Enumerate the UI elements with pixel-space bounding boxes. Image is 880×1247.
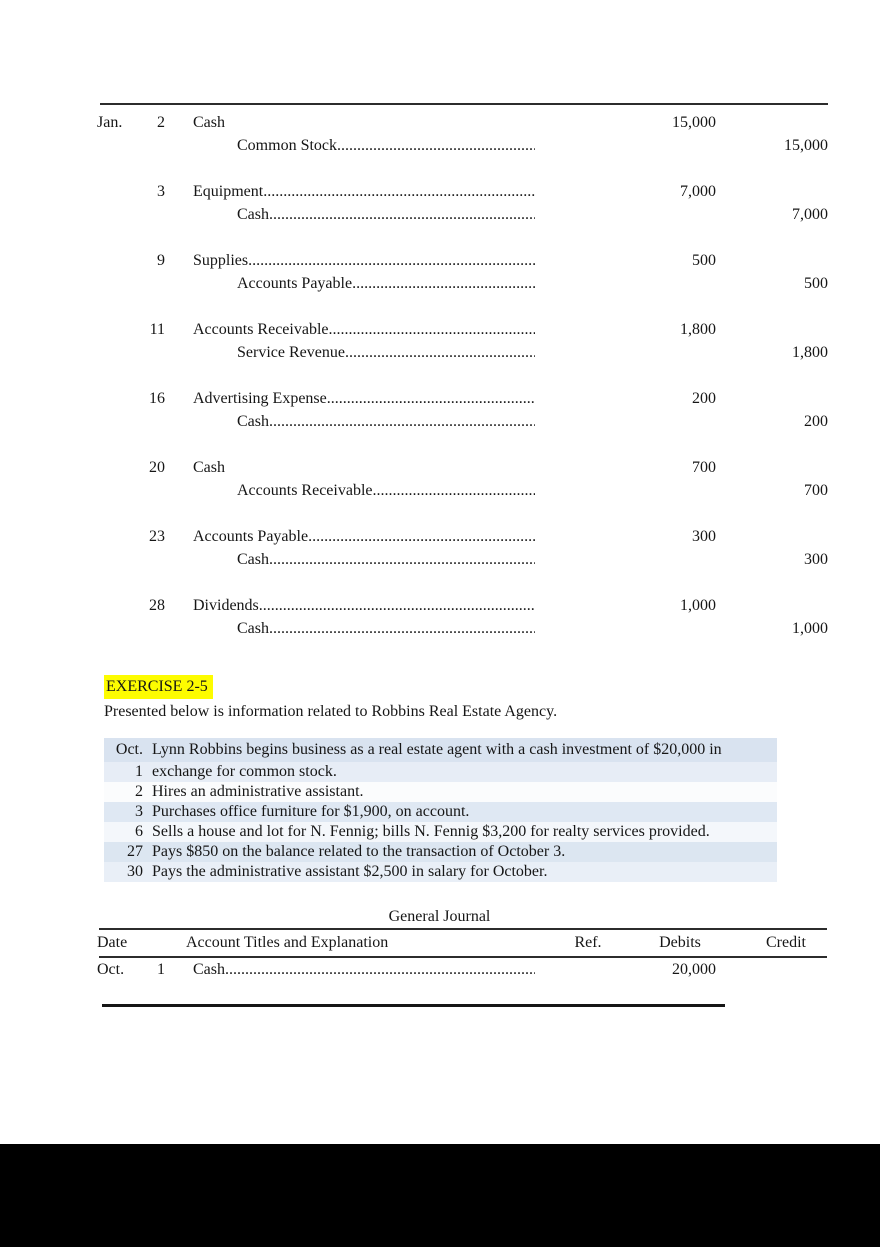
spacer xyxy=(165,387,193,410)
entry-debit-amount: 1,000 xyxy=(680,597,716,614)
journal-line xyxy=(97,617,828,640)
spacer xyxy=(165,111,193,134)
entry-day xyxy=(147,617,165,640)
account-name: Cash xyxy=(237,620,269,637)
transaction-text: Hires an administrative assistant. xyxy=(152,783,364,800)
account-name: Supplies xyxy=(193,252,249,269)
account-name: Equipment xyxy=(193,183,264,200)
entry-account-title xyxy=(193,410,535,433)
journal-entry xyxy=(97,318,828,364)
entry-month: Oct. xyxy=(97,961,125,978)
spacer xyxy=(143,762,152,782)
journal-line xyxy=(97,318,828,341)
entry-account-title xyxy=(193,548,535,571)
entry-credit-amount xyxy=(716,318,828,341)
entry-day xyxy=(147,341,165,364)
entry-debit-amount xyxy=(535,272,716,295)
transaction-day: 1 xyxy=(135,763,143,780)
entry-debit-amount: 700 xyxy=(692,459,716,476)
journal-line xyxy=(97,272,828,295)
transaction-row xyxy=(104,842,777,862)
entry-month xyxy=(97,180,147,203)
transaction-row xyxy=(104,738,777,762)
entry-account-title xyxy=(193,203,535,226)
dot-leader xyxy=(269,410,535,433)
entry-account-title xyxy=(193,272,535,295)
transaction-day: 6 xyxy=(135,823,143,840)
transaction-row xyxy=(104,862,777,882)
entry-month xyxy=(97,387,147,410)
transaction-text: exchange for common stock. xyxy=(152,763,337,780)
entry-day: 9 xyxy=(157,252,165,269)
transaction-row xyxy=(104,822,777,842)
journal-line xyxy=(97,341,828,364)
entry-month xyxy=(97,318,147,341)
journal-line xyxy=(97,203,828,226)
account-name: Cash xyxy=(237,206,269,223)
transaction-day: Oct. xyxy=(115,741,143,758)
entry-account-title xyxy=(193,594,535,617)
entry-account-title xyxy=(193,318,535,341)
column-header-credit: Credit xyxy=(766,934,806,951)
dot-leader xyxy=(308,525,535,548)
journal-line xyxy=(97,249,828,272)
dot-leader xyxy=(269,548,535,571)
entry-credit-amount: 500 xyxy=(804,275,828,292)
transaction-text: Pays the administrative assistant $2,500 in salary for October. xyxy=(152,863,548,880)
account-name: Accounts Receivable xyxy=(193,321,329,338)
account-name: Cash xyxy=(237,413,269,430)
entry-debit-amount: 300 xyxy=(692,528,716,545)
entry-credit-amount: 7,000 xyxy=(792,206,828,223)
exercise-2-5-section xyxy=(104,675,828,882)
entry-month: Jan. xyxy=(97,114,123,131)
exercise-intro-text: Presented below is information related to Robbins Real Estate Agency. xyxy=(104,703,558,720)
entry-debit-amount: 1,800 xyxy=(680,321,716,338)
entry-month xyxy=(97,341,147,364)
transaction-text: Sells a house and lot for N. Fennig; bills N. Fennig $3,200 for realty services provided. xyxy=(152,823,710,840)
document-page xyxy=(97,103,828,1007)
entry-day xyxy=(147,479,165,502)
entry-day xyxy=(147,134,165,157)
spacer xyxy=(143,842,152,862)
spacer xyxy=(165,203,193,226)
spacer xyxy=(165,548,193,571)
entry-credit-amount xyxy=(716,525,828,548)
account-name: Advertising Expense xyxy=(193,390,327,407)
entry-debit-amount: 7,000 xyxy=(680,183,716,200)
transaction-day: 3 xyxy=(135,803,143,820)
spacer xyxy=(165,134,193,157)
entry-day: 23 xyxy=(149,528,165,545)
account-name: Cash xyxy=(193,459,225,476)
column-header-date: Date xyxy=(97,934,128,951)
dot-leader xyxy=(269,617,535,640)
entry-account-title xyxy=(193,111,535,134)
exercise-title-highlight: EXERCISE 2-5 xyxy=(104,675,213,699)
spacer xyxy=(143,782,152,802)
dot-leader xyxy=(345,341,535,364)
entry-debit-amount xyxy=(535,410,716,433)
account-name: Accounts Payable xyxy=(193,528,309,545)
entry-day: 11 xyxy=(149,321,165,338)
transaction-row xyxy=(104,802,777,822)
spacer xyxy=(165,479,193,502)
entry-day xyxy=(147,548,165,571)
october-transactions-table xyxy=(104,738,777,882)
entry-day: 1 xyxy=(157,961,165,978)
transaction-day: 2 xyxy=(135,783,143,800)
entry-day: 16 xyxy=(149,390,165,407)
spacer xyxy=(143,822,152,842)
journal-entry xyxy=(97,456,828,502)
transaction-row xyxy=(104,762,777,782)
entry-month xyxy=(97,249,147,272)
entry-month xyxy=(97,272,147,295)
opening-journal-entries xyxy=(97,111,828,663)
entry-credit-amount xyxy=(716,249,828,272)
journal-line xyxy=(97,134,828,157)
entry-month xyxy=(97,203,147,226)
entry-day: 2 xyxy=(157,114,165,131)
dot-leader xyxy=(373,479,536,502)
journal-line xyxy=(97,548,828,571)
spacer xyxy=(165,249,193,272)
entry-month xyxy=(97,479,147,502)
journal-line xyxy=(97,456,828,479)
entry-month xyxy=(97,617,147,640)
opening-journal-top-rule xyxy=(100,103,828,105)
spacer xyxy=(165,617,193,640)
transaction-text: Purchases office furniture for $1,900, on account. xyxy=(152,803,470,820)
transaction-text: Lynn Robbins begins business as a real estate agent with a cash investment of $20,000 in xyxy=(152,741,722,758)
account-name: Cash xyxy=(193,961,225,978)
spacer xyxy=(165,525,193,548)
account-name: Common Stock xyxy=(237,137,338,154)
entry-account-title xyxy=(193,387,535,410)
entry-month xyxy=(97,594,147,617)
transaction-row xyxy=(104,782,777,802)
account-name: Cash xyxy=(193,114,225,131)
general-journal-title: General Journal xyxy=(388,908,491,925)
entry-debit-amount xyxy=(535,134,716,157)
entry-debit-amount xyxy=(535,548,716,571)
general-journal-header-row xyxy=(97,930,828,956)
entry-debit-amount: 15,000 xyxy=(672,114,716,131)
entry-account-title xyxy=(193,456,535,479)
account-name: Accounts Receivable xyxy=(237,482,373,499)
dot-leader xyxy=(263,180,535,203)
entry-day: 28 xyxy=(149,597,165,614)
entry-credit-amount: 700 xyxy=(804,482,828,499)
journal-line xyxy=(97,410,828,433)
entry-account-title xyxy=(193,479,535,502)
entry-credit-amount: 1,000 xyxy=(792,620,828,637)
entry-account-title xyxy=(193,134,535,157)
dot-leader xyxy=(225,958,535,981)
spacer xyxy=(165,456,193,479)
entry-day xyxy=(147,272,165,295)
entry-credit-amount xyxy=(716,958,828,981)
entry-credit-amount: 300 xyxy=(804,551,828,568)
entry-day: 20 xyxy=(149,459,165,476)
entry-month xyxy=(97,410,147,433)
entry-credit-amount xyxy=(716,594,828,617)
entry-month xyxy=(97,525,147,548)
journal-line xyxy=(97,479,828,502)
entry-account-title xyxy=(193,249,535,272)
entry-debit-amount: 20,000 xyxy=(672,961,716,978)
transaction-day: 30 xyxy=(127,863,143,880)
entry-day xyxy=(147,410,165,433)
spacer xyxy=(165,341,193,364)
entry-day xyxy=(147,203,165,226)
journal-line xyxy=(97,594,828,617)
entry-debit-amount: 200 xyxy=(692,390,716,407)
general-journal-bottom-rule xyxy=(102,1004,725,1007)
account-name: Dividends xyxy=(193,597,259,614)
entry-debit-amount: 500 xyxy=(692,252,716,269)
account-name: Accounts Payable xyxy=(237,275,353,292)
entry-account-title xyxy=(193,341,535,364)
entry-account-title xyxy=(193,180,535,203)
journal-line xyxy=(97,180,828,203)
journal-entry xyxy=(97,387,828,433)
entry-day: 3 xyxy=(157,183,165,200)
general-journal-entry-row xyxy=(97,958,828,981)
entry-credit-amount xyxy=(716,387,828,410)
entry-debit-amount xyxy=(535,479,716,502)
spacer xyxy=(165,272,193,295)
account-name: Service Revenue xyxy=(237,344,345,361)
entry-account-title xyxy=(193,958,535,981)
entry-credit-amount: 1,800 xyxy=(792,344,828,361)
journal-line xyxy=(97,525,828,548)
entry-credit-amount xyxy=(716,111,828,134)
dot-leader xyxy=(259,594,535,617)
transaction-text: Pays $850 on the balance related to the transaction of October 3. xyxy=(152,843,566,860)
dot-leader xyxy=(269,203,535,226)
entry-month xyxy=(97,548,147,571)
entry-month xyxy=(97,456,147,479)
entry-credit-amount xyxy=(716,456,828,479)
column-header-account: Account Titles and Explanation xyxy=(186,934,389,951)
entry-credit-amount xyxy=(716,180,828,203)
journal-entry xyxy=(97,525,828,571)
dot-leader xyxy=(248,249,535,272)
entry-credit-amount: 15,000 xyxy=(784,137,828,154)
general-journal-section xyxy=(97,906,828,1007)
journal-entry xyxy=(97,249,828,295)
entry-debit-amount xyxy=(535,341,716,364)
transaction-day: 27 xyxy=(127,843,143,860)
entry-month xyxy=(97,134,147,157)
journal-line xyxy=(97,111,828,134)
column-header-ref: Ref. xyxy=(574,934,602,951)
entry-debit-amount xyxy=(535,203,716,226)
exercise-heading-line xyxy=(104,675,828,699)
entry-debit-amount xyxy=(535,617,716,640)
journal-line xyxy=(97,387,828,410)
spacer xyxy=(143,738,152,762)
journal-entry xyxy=(97,180,828,226)
dot-leader xyxy=(327,387,535,410)
entry-account-title xyxy=(193,525,535,548)
dot-leader xyxy=(352,272,535,295)
dot-leader xyxy=(337,134,535,157)
entry-credit-amount: 200 xyxy=(804,413,828,430)
spacer xyxy=(165,594,193,617)
spacer xyxy=(143,862,152,882)
journal-entry xyxy=(97,111,828,157)
dot-leader xyxy=(329,318,536,341)
entry-account-title xyxy=(193,617,535,640)
account-name: Cash xyxy=(237,551,269,568)
spacer xyxy=(165,958,193,981)
spacer xyxy=(143,802,152,822)
column-header-debits: Debits xyxy=(659,934,701,951)
spacer xyxy=(165,318,193,341)
spacer xyxy=(165,410,193,433)
bottom-black-bar xyxy=(0,1144,880,1247)
spacer xyxy=(165,180,193,203)
journal-entry xyxy=(97,594,828,640)
